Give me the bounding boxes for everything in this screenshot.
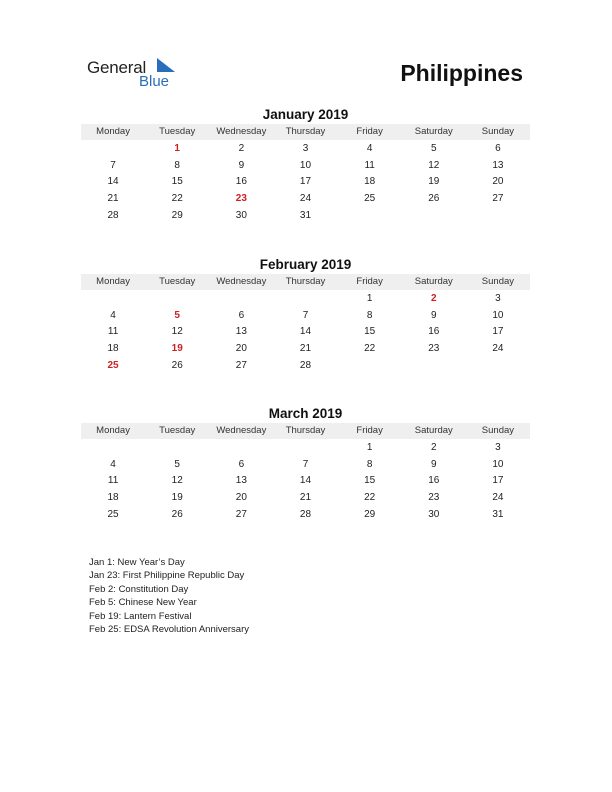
day-cell: 12 xyxy=(171,326,183,338)
week-row xyxy=(81,440,530,457)
day-cell: 6 xyxy=(495,143,501,154)
holiday-day-cell: 1 xyxy=(174,143,180,154)
weekday-label: Tuesday xyxy=(159,425,196,436)
weekday-label: Wednesday xyxy=(216,276,267,287)
day-cell: 26 xyxy=(171,359,183,371)
week-row xyxy=(81,191,530,208)
month-march xyxy=(81,405,530,523)
day-cell: 25 xyxy=(107,508,119,520)
day-cell: 31 xyxy=(299,209,312,221)
day-cell: 7 xyxy=(302,458,309,470)
weekday-label: Sunday xyxy=(481,126,515,137)
holiday-day-cell: 19 xyxy=(171,343,183,355)
week-row xyxy=(81,174,530,191)
holiday-list-item: Jan 23: First Philippine Republic Day xyxy=(89,570,245,582)
weekday-label: Sunday xyxy=(481,276,515,287)
day-cell: 21 xyxy=(107,193,119,205)
day-cell: 8 xyxy=(366,309,373,321)
day-cell: 15 xyxy=(364,475,376,487)
weekday-label: Monday xyxy=(96,276,130,287)
day-cell: 3 xyxy=(302,143,309,154)
week-row xyxy=(81,457,530,474)
day-cell: 10 xyxy=(299,159,312,171)
day-cell: 7 xyxy=(110,159,116,171)
day-cell: 17 xyxy=(299,176,312,188)
day-cell: 1 xyxy=(366,442,373,453)
month-february xyxy=(81,256,530,374)
day-cell: 29 xyxy=(171,209,183,221)
day-cell: 11 xyxy=(364,159,375,171)
day-cell: 4 xyxy=(110,458,116,470)
day-cell: 18 xyxy=(364,176,376,188)
weekday-label: Monday xyxy=(96,425,130,436)
empty-day-cell xyxy=(273,440,337,457)
holiday-day-cell: 2 xyxy=(430,293,437,304)
day-cell: 23 xyxy=(428,343,440,355)
day-cell: 28 xyxy=(299,359,312,371)
day-cell: 21 xyxy=(299,492,312,504)
weekday-label: Wednesday xyxy=(216,126,267,137)
day-cell: 7 xyxy=(302,309,309,321)
day-cell: 6 xyxy=(238,309,245,321)
day-cell: 14 xyxy=(299,475,312,487)
empty-day-cell xyxy=(145,440,209,457)
day-cell: 1 xyxy=(366,293,373,304)
empty-day-cell xyxy=(466,358,530,375)
empty-day-cell xyxy=(81,291,145,308)
empty-day-cell xyxy=(209,291,273,308)
day-cell: 30 xyxy=(235,209,247,221)
day-cell: 14 xyxy=(107,176,119,188)
day-cell: 27 xyxy=(492,193,504,205)
day-cell: 4 xyxy=(110,309,116,321)
empty-day-cell xyxy=(273,291,337,308)
weekday-label: Sunday xyxy=(481,425,515,436)
weekday-label: Thursday xyxy=(285,126,326,137)
day-cell: 5 xyxy=(174,458,180,470)
logo-text-blue: Blue xyxy=(139,73,170,90)
empty-day-cell xyxy=(145,291,209,308)
weekday-label: Wednesday xyxy=(216,425,267,436)
day-cell: 9 xyxy=(238,159,245,171)
week-row xyxy=(81,308,530,325)
holiday-list xyxy=(89,556,249,636)
day-cell: 22 xyxy=(364,343,376,355)
empty-day-cell xyxy=(338,358,402,375)
week-row xyxy=(81,141,530,158)
week-row xyxy=(81,473,530,490)
empty-day-cell xyxy=(402,358,466,375)
day-cell: 19 xyxy=(428,176,440,188)
holiday-list-item: Feb 25: EDSA Revolution Anniversary xyxy=(89,623,250,635)
day-cell: 23 xyxy=(428,492,440,504)
holiday-list-item: Feb 2: Constitution Day xyxy=(89,583,189,595)
day-cell: 12 xyxy=(171,475,183,487)
day-cell: 13 xyxy=(235,326,247,338)
empty-day-cell xyxy=(402,208,466,225)
country-title: Philippines xyxy=(400,60,523,86)
holiday-day-cell: 5 xyxy=(174,309,180,321)
day-cell: 27 xyxy=(235,359,247,371)
holiday-list-item: Jan 1: New Year’s Day xyxy=(89,557,185,568)
day-cell: 22 xyxy=(171,193,183,205)
empty-day-cell xyxy=(466,208,530,225)
day-cell: 2 xyxy=(238,143,245,154)
day-cell: 14 xyxy=(299,326,312,338)
empty-day-cell xyxy=(81,440,145,457)
month-january xyxy=(81,106,530,224)
holiday-day-cell: 25 xyxy=(107,359,119,371)
weekday-header-row xyxy=(81,124,530,140)
month-title: January 2019 xyxy=(262,107,349,122)
week-row xyxy=(81,291,530,308)
day-cell: 18 xyxy=(107,343,119,355)
day-cell: 16 xyxy=(428,326,440,338)
day-cell: 26 xyxy=(428,193,440,205)
day-cell: 21 xyxy=(299,343,312,355)
day-cell: 6 xyxy=(238,458,245,470)
day-cell: 28 xyxy=(299,508,312,520)
day-cell: 2 xyxy=(430,442,437,453)
holiday-day-cell: 23 xyxy=(235,193,247,205)
empty-day-cell xyxy=(338,208,402,225)
day-cell: 24 xyxy=(492,492,504,504)
weekday-label: Friday xyxy=(356,126,383,137)
weekday-header-row xyxy=(81,423,530,439)
empty-day-cell xyxy=(81,141,145,158)
week-row xyxy=(81,208,530,225)
week-row xyxy=(81,358,530,375)
day-cell: 5 xyxy=(430,143,437,154)
day-cell: 15 xyxy=(171,176,183,188)
generalblue-logo xyxy=(87,56,197,92)
day-cell: 11 xyxy=(107,475,119,487)
weekday-label: Tuesday xyxy=(159,126,196,137)
month-title: February 2019 xyxy=(259,257,352,272)
weekday-header-row xyxy=(81,274,530,290)
day-cell: 8 xyxy=(174,159,180,171)
day-cell: 20 xyxy=(235,343,247,355)
day-cell: 19 xyxy=(171,492,183,504)
day-cell: 30 xyxy=(428,508,440,520)
weekday-label: Friday xyxy=(356,425,383,436)
day-cell: 31 xyxy=(492,508,504,520)
day-cell: 13 xyxy=(235,475,247,487)
weekday-label: Saturday xyxy=(414,276,453,287)
day-cell: 17 xyxy=(492,475,504,487)
day-cell: 9 xyxy=(430,458,437,470)
day-cell: 20 xyxy=(235,492,247,504)
weekday-label: Saturday xyxy=(414,425,453,436)
empty-day-cell xyxy=(209,440,273,457)
day-cell: 24 xyxy=(299,193,312,205)
day-cell: 16 xyxy=(235,176,247,188)
month-title: March 2019 xyxy=(268,406,343,421)
day-cell: 26 xyxy=(171,508,183,520)
holiday-list-item: Feb 19: Lantern Festival xyxy=(89,610,192,622)
weekday-label: Tuesday xyxy=(159,276,196,287)
week-row xyxy=(81,507,530,524)
day-cell: 11 xyxy=(107,326,119,338)
weekday-label: Thursday xyxy=(285,425,326,436)
day-cell: 16 xyxy=(428,475,440,487)
holiday-list-item: Feb 5: Chinese New Year xyxy=(89,597,197,609)
week-row xyxy=(81,490,530,507)
day-cell: 24 xyxy=(492,343,504,355)
day-cell: 28 xyxy=(107,209,119,221)
day-cell: 10 xyxy=(492,309,504,321)
day-cell: 8 xyxy=(366,458,373,470)
weekday-label: Saturday xyxy=(414,126,453,137)
week-row xyxy=(81,324,530,341)
weekday-label: Thursday xyxy=(285,276,326,287)
day-cell: 3 xyxy=(495,442,501,453)
day-cell: 15 xyxy=(364,326,376,338)
week-row xyxy=(81,158,530,175)
day-cell: 20 xyxy=(492,176,504,188)
day-cell: 4 xyxy=(366,143,373,154)
weekday-label: Monday xyxy=(96,126,130,137)
day-cell: 9 xyxy=(430,309,437,321)
logo-text-general: General xyxy=(87,58,147,77)
weekday-label: Friday xyxy=(356,276,383,287)
day-cell: 22 xyxy=(364,492,376,504)
day-cell: 12 xyxy=(428,159,440,171)
day-cell: 29 xyxy=(364,508,376,520)
day-cell: 27 xyxy=(235,508,247,520)
day-cell: 18 xyxy=(107,492,119,504)
week-row xyxy=(81,341,530,358)
day-cell: 13 xyxy=(492,159,504,171)
day-cell: 25 xyxy=(364,193,376,205)
day-cell: 10 xyxy=(492,458,504,470)
day-cell: 3 xyxy=(495,293,501,304)
day-cell: 17 xyxy=(492,326,504,338)
